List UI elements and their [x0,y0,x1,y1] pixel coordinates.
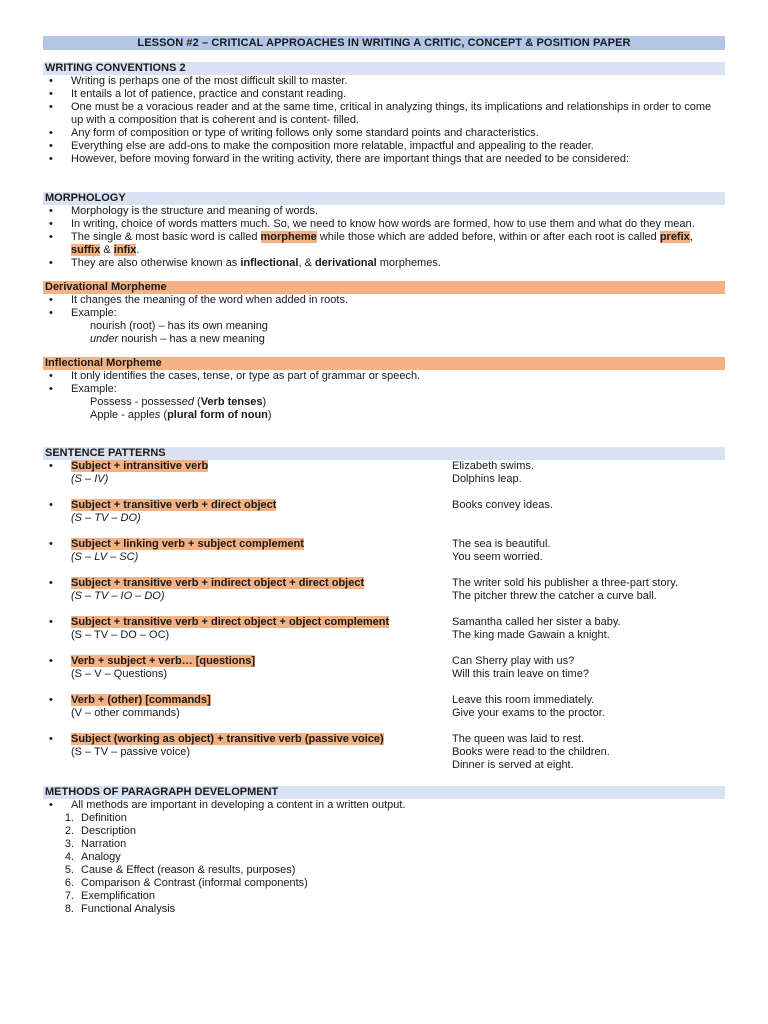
table-row [43,733,725,772]
list-text: Exemplification [81,890,155,902]
list-item: • They are also otherwise known as inflectional, & derivational morphemes. [43,257,725,270]
pattern-label: Subject (working as object) + transitive verb (passive voice) [71,733,384,745]
document-page [43,36,725,916]
derivational-morpheme-heading: Derivational Morpheme [43,281,725,294]
sentence-patterns-table [43,460,725,772]
inflectional-morpheme-heading: Inflectional Morpheme [43,357,725,370]
table-row [43,655,725,681]
example-sentence: Samantha called her sister a baby. [452,616,621,628]
pattern-abbreviation: (S – TV – IO – DO) [71,590,165,602]
example-line: under nourish – has a new meaning [90,333,265,345]
pattern-abbreviation: (V – other commands) [71,707,180,719]
list-item [43,890,725,903]
list-item: • However, before moving forward in the writing activity, there are important things that are needed to be considered: [43,153,725,166]
pattern-abbreviation: (S – IV) [71,473,109,485]
inflectional-term: inflectional [240,257,299,269]
list-item [43,812,725,825]
list-item: • It entails a lot of patience, practice and constant reading. [43,88,725,101]
list-item: • One must be a voracious reader and at the same time, critical in analyzing things, its implications and relationships in order to come up with a composition that is coherent and is content- filled. [43,101,725,127]
pattern-label: Subject + transitive verb + direct object + object complement [71,616,390,628]
example-sentence: Can Sherry play with us? [452,655,575,667]
example-sentence: The sea is beautiful. [452,538,551,550]
list-item: • Everything else are add-ons to make the composition more relatable, impactful and appealing to the reader. [43,140,725,153]
writing-conventions-heading: WRITING CONVENTIONS 2 [43,62,725,75]
pattern-abbreviation: (S – TV – passive voice) [71,746,191,758]
example-line: Possess - possessed (Verb tenses) [90,396,267,408]
list-number: 3. [64,838,74,850]
example-sentence: Books convey ideas. [452,499,553,511]
list-item [43,877,725,890]
example-line: Apple - apples (plural form of noun) [90,409,272,421]
list-item: • Example: [43,383,725,396]
list-item [43,838,725,851]
pattern-abbreviation: (S – LV – SC) [71,551,139,563]
example-sentence: Will this train leave on time? [452,668,589,680]
list-text: Narration [81,838,127,850]
pattern-abbreviation: (S – TV – DO) [71,512,141,524]
list-text: Functional Analysis [81,903,176,915]
example-sentence: Leave this room immediately. [452,694,595,706]
lesson-title: LESSON #2 – CRITICAL APPROACHES IN WRITING A CRITIC, CONCEPT & POSITION PAPER [43,36,725,50]
list-item: • The single & most basic word is called morpheme while those which are added before, within or after each root is called prefix, suffix & infix. [43,231,725,257]
sentence-patterns-heading: SENTENCE PATTERNS [43,447,725,460]
pattern-label: Verb + (other) [commands] [71,694,211,706]
list-number: 7. [64,890,74,902]
example-sentence: Dinner is served at eight. [452,759,574,771]
list-number: 5. [64,864,74,876]
pattern-label: Verb + subject + verb… [questions] [71,655,255,667]
pattern-label: Subject + linking verb + subject complement [71,538,304,550]
list-text: Description [81,825,137,837]
morphology-heading: MORPHOLOGY [43,192,725,205]
methods-heading: METHODS OF PARAGRAPH DEVELOPMENT [43,786,725,799]
list-item [43,825,725,838]
prefix-term: prefix [659,231,690,243]
pattern-label: Subject + transitive verb + direct object [71,499,277,511]
list-item [43,864,725,877]
pattern-abbreviation: (S – TV – DO – OC) [71,629,170,641]
list-item [43,851,725,864]
list-number: 4. [64,851,74,863]
example-line: nourish (root) – has its own meaning [90,320,268,332]
morpheme-term: morpheme [260,231,317,243]
list-item: • In writing, choice of words matters much. So, we need to know how words are formed, how to use them and what do they mean. [43,218,725,231]
table-row [43,616,725,642]
methods-list [43,812,725,916]
infix-term: infix [113,244,137,256]
derivational-term: derivational [314,257,377,269]
example-sentence: You seem worried. [452,551,543,563]
list-number: 2. [64,825,74,837]
list-item: • Writing is perhaps one of the most difficult skill to master. [43,75,725,88]
list-item [43,903,725,916]
list-item: • All methods are important in developing a content in a written output. [43,799,725,812]
table-row [43,460,725,486]
pattern-abbreviation: (S – V – Questions) [71,668,167,680]
table-row [43,577,725,603]
list-item: • Example: [43,307,725,320]
table-row [43,538,725,564]
list-item: • Morphology is the structure and meaning of words. [43,205,725,218]
example-sentence: Dolphins leap. [452,473,522,485]
pattern-label: Subject + intransitive verb [71,460,209,472]
example-sentence: The writer sold his publisher a three-part story. [452,577,678,589]
table-row [43,694,725,720]
list-number: 1. [64,812,74,824]
list-item: • Any form of composition or type of writing follows only some standard points and characteristics. [43,127,725,140]
writing-conventions-list [43,75,725,166]
example-sentence: The king made Gawain a knight. [452,629,610,641]
example-sentence: Give your exams to the proctor. [452,707,605,719]
example-sentence: The queen was laid to rest. [452,733,585,745]
list-text: Analogy [81,851,121,863]
table-row [43,499,725,525]
list-item: • It only identifies the cases, tense, or type as part of grammar or speech. [43,370,725,383]
list-text: Comparison & Contrast (informal components) [81,877,308,889]
list-text: Definition [81,812,127,824]
list-item: • It changes the meaning of the word when added in roots. [43,294,725,307]
example-sentence: Books were read to the children. [452,746,610,758]
suffix-term: suffix [71,244,101,256]
list-number: 8. [64,903,74,915]
example-sentence: Elizabeth swims. [452,460,534,472]
example-sentence: The pitcher threw the catcher a curve ball. [452,590,657,602]
list-text: Cause & Effect (reason & results, purposes) [81,864,296,876]
morphology-list [43,205,725,270]
list-number: 6. [64,877,74,889]
pattern-label: Subject + transitive verb + indirect object + direct object [71,577,365,589]
